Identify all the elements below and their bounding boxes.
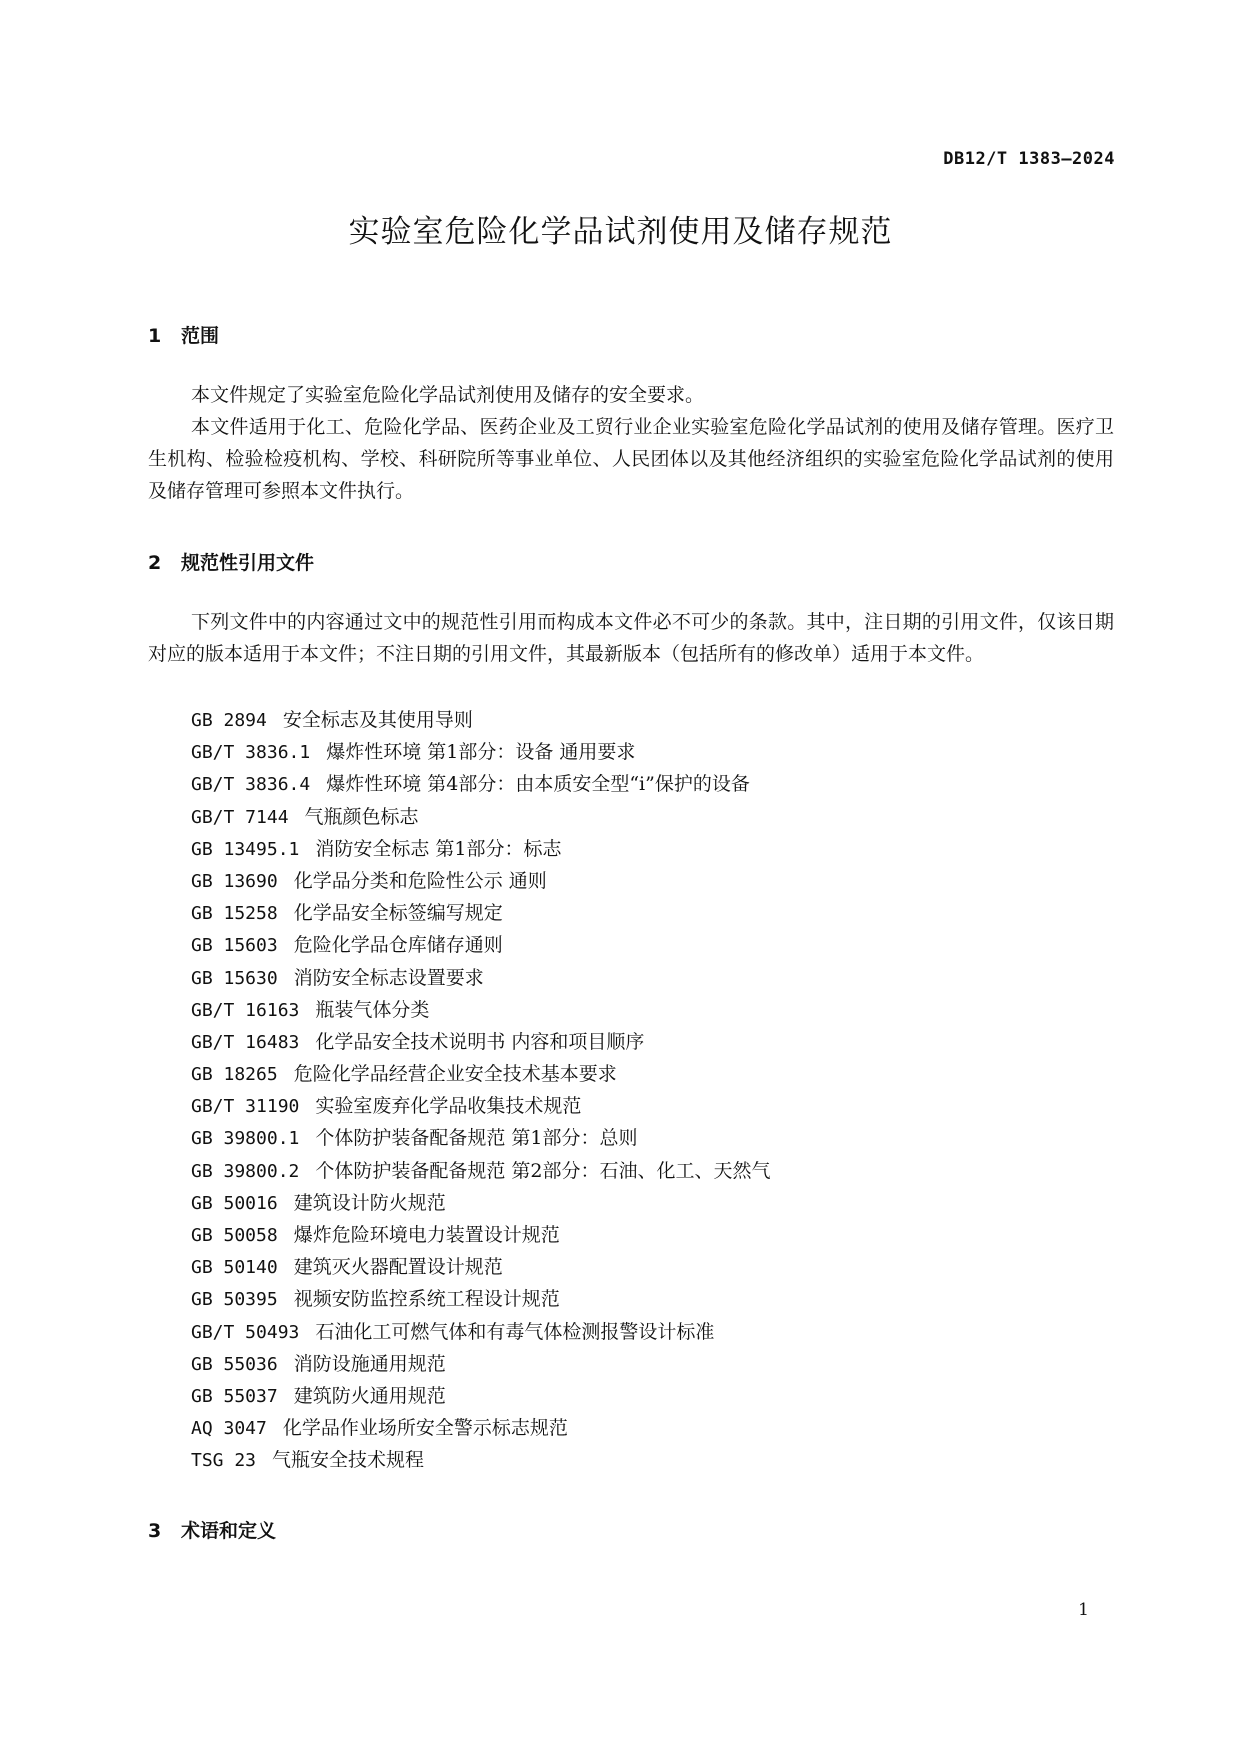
reference-item — [191, 1187, 771, 1219]
reference-code: GB 39800.1 — [191, 1128, 300, 1150]
section-number: 2 — [148, 552, 162, 574]
reference-item — [191, 1251, 771, 1283]
reference-item — [191, 1412, 771, 1444]
section-heading-scope — [148, 321, 219, 348]
reference-item — [191, 1122, 771, 1154]
reference-code: GB 13690 — [191, 870, 278, 892]
section-title: 术语和定义 — [181, 1520, 277, 1542]
reference-code: GB 50140 — [191, 1257, 278, 1279]
reference-code: GB 15630 — [191, 967, 278, 989]
section-number: 3 — [148, 1520, 162, 1542]
reference-title: 气瓶颜色标志 — [304, 805, 419, 828]
reference-title: 视频安防监控系统工程设计规范 — [293, 1288, 560, 1311]
reference-item — [191, 736, 771, 768]
reference-item — [191, 1316, 771, 1348]
normative-intro-paragraph — [148, 606, 1114, 670]
reference-item — [191, 1026, 771, 1058]
reference-title: 危险化学品经营企业安全技术基本要求 — [293, 1063, 617, 1086]
reference-item — [191, 768, 771, 800]
reference-item — [191, 1219, 771, 1251]
reference-code: AQ 3047 — [191, 1418, 267, 1440]
reference-title: 个体防护装备配备规范 第2部分：石油、化工、天然气 — [315, 1159, 771, 1182]
page-number: 1 — [1078, 1600, 1089, 1620]
reference-code: GB 50058 — [191, 1225, 278, 1246]
reference-code: GB/T 7144 — [191, 806, 289, 828]
section-title: 规范性引用文件 — [181, 552, 315, 574]
reference-title: 爆炸性环境 第1部分：设备 通用要求 — [326, 741, 636, 764]
reference-code: GB 13495.1 — [191, 838, 300, 860]
reference-item — [191, 1444, 771, 1476]
reference-item — [191, 833, 771, 865]
reference-title: 瓶装气体分类 — [315, 998, 430, 1021]
reference-item — [191, 865, 771, 897]
reference-title: 建筑灭火器配置设计规范 — [293, 1256, 503, 1279]
reference-item — [191, 1348, 771, 1380]
reference-code: GB 50016 — [191, 1192, 278, 1214]
reference-item — [191, 1380, 771, 1412]
section-title: 范围 — [181, 325, 220, 347]
scope-paragraph-1 — [148, 379, 1114, 411]
reference-title: 安全标志及其使用导则 — [282, 709, 473, 731]
reference-title: 石油化工可燃气体和有毒气体检测报警设计标准 — [315, 1320, 715, 1343]
reference-title: 建筑防火通用规范 — [293, 1384, 446, 1407]
reference-item — [191, 1058, 771, 1090]
reference-code: GB 55037 — [191, 1385, 278, 1407]
reference-title: 危险化学品仓库储存通则 — [293, 934, 503, 957]
reference-code: GB 55036 — [191, 1353, 278, 1375]
reference-item — [191, 994, 771, 1026]
paragraph-text: 下列文件中的内容通过文中的规范性引用而构成本文件必不可少的条款。其中，注日期的引用文件，仅该日期对应的版本适用于本文件；不注日期的引用文件，其最新版本（包括所有的修改单）适用于本文件。 — [148, 611, 1114, 665]
reference-title: 爆炸性环境 第4部分：由本质安全型“i”保护的设备 — [326, 773, 750, 796]
scope-paragraph-2 — [148, 411, 1114, 507]
reference-title: 化学品分类和危险性公示 通则 — [293, 869, 547, 892]
reference-code: GB 39800.2 — [191, 1160, 300, 1182]
reference-item — [191, 704, 771, 736]
reference-title: 爆炸危险环境电力装置设计规范 — [293, 1224, 560, 1246]
reference-code: TSG 23 — [191, 1450, 257, 1472]
reference-list — [191, 704, 771, 1477]
paragraph-text: 本文件适用于化工、危险化学品、医药企业及工贸行业企业实验室危险化学品试剂的使用及储存管理。医疗卫生机构、检验检疫机构、学校、科研院所等事业单位、人民团体以及其他经济组织的实验室危险化学品试剂的使用及储存管理可参照本文件执行。 — [148, 416, 1114, 502]
reference-code: GB/T 3836.4 — [191, 774, 311, 796]
reference-title: 气瓶安全技术规程 — [272, 1449, 425, 1472]
section-heading-normative-references — [148, 548, 314, 575]
reference-item — [191, 801, 771, 833]
reference-item — [191, 1283, 771, 1315]
reference-title: 实验室废弃化学品收集技术规范 — [315, 1095, 582, 1118]
paragraph-text: 本文件规定了实验室危险化学品试剂使用及储存的安全要求。 — [191, 384, 705, 406]
reference-title: 个体防护装备配备规范 第1部分：总则 — [315, 1127, 638, 1150]
reference-item — [191, 897, 771, 929]
reference-item — [191, 962, 771, 994]
reference-code: GB 2894 — [191, 710, 267, 731]
reference-item — [191, 1155, 771, 1187]
reference-item — [191, 1090, 771, 1122]
reference-code: GB/T 16483 — [191, 1031, 300, 1053]
document-title: 实验室危险化学品试剂使用及储存规范 — [348, 214, 893, 250]
standard-code: DB12/T 1383—2024 — [943, 149, 1115, 169]
reference-title: 化学品安全标签编写规定 — [293, 902, 503, 925]
reference-code: GB/T 31190 — [191, 1096, 300, 1118]
reference-item — [191, 929, 771, 961]
reference-title: 消防安全标志 第1部分：标志 — [315, 837, 562, 860]
reference-code: GB 15258 — [191, 903, 278, 925]
reference-code: GB/T 50493 — [191, 1321, 300, 1343]
reference-code: GB 50395 — [191, 1289, 278, 1311]
reference-code: GB 15603 — [191, 935, 278, 957]
section-number: 1 — [148, 325, 162, 347]
section-heading-terms-definitions — [148, 1516, 276, 1543]
reference-code: GB 18265 — [191, 1064, 278, 1086]
reference-code: GB/T 16163 — [191, 999, 300, 1021]
reference-title: 建筑设计防火规范 — [293, 1191, 446, 1214]
reference-code: GB/T 3836.1 — [191, 742, 311, 764]
reference-title: 消防安全标志设置要求 — [293, 966, 484, 989]
reference-title: 化学品作业场所安全警示标志规范 — [282, 1417, 568, 1440]
reference-title: 化学品安全技术说明书 内容和项目顺序 — [315, 1030, 645, 1053]
reference-title: 消防设施通用规范 — [293, 1352, 446, 1375]
